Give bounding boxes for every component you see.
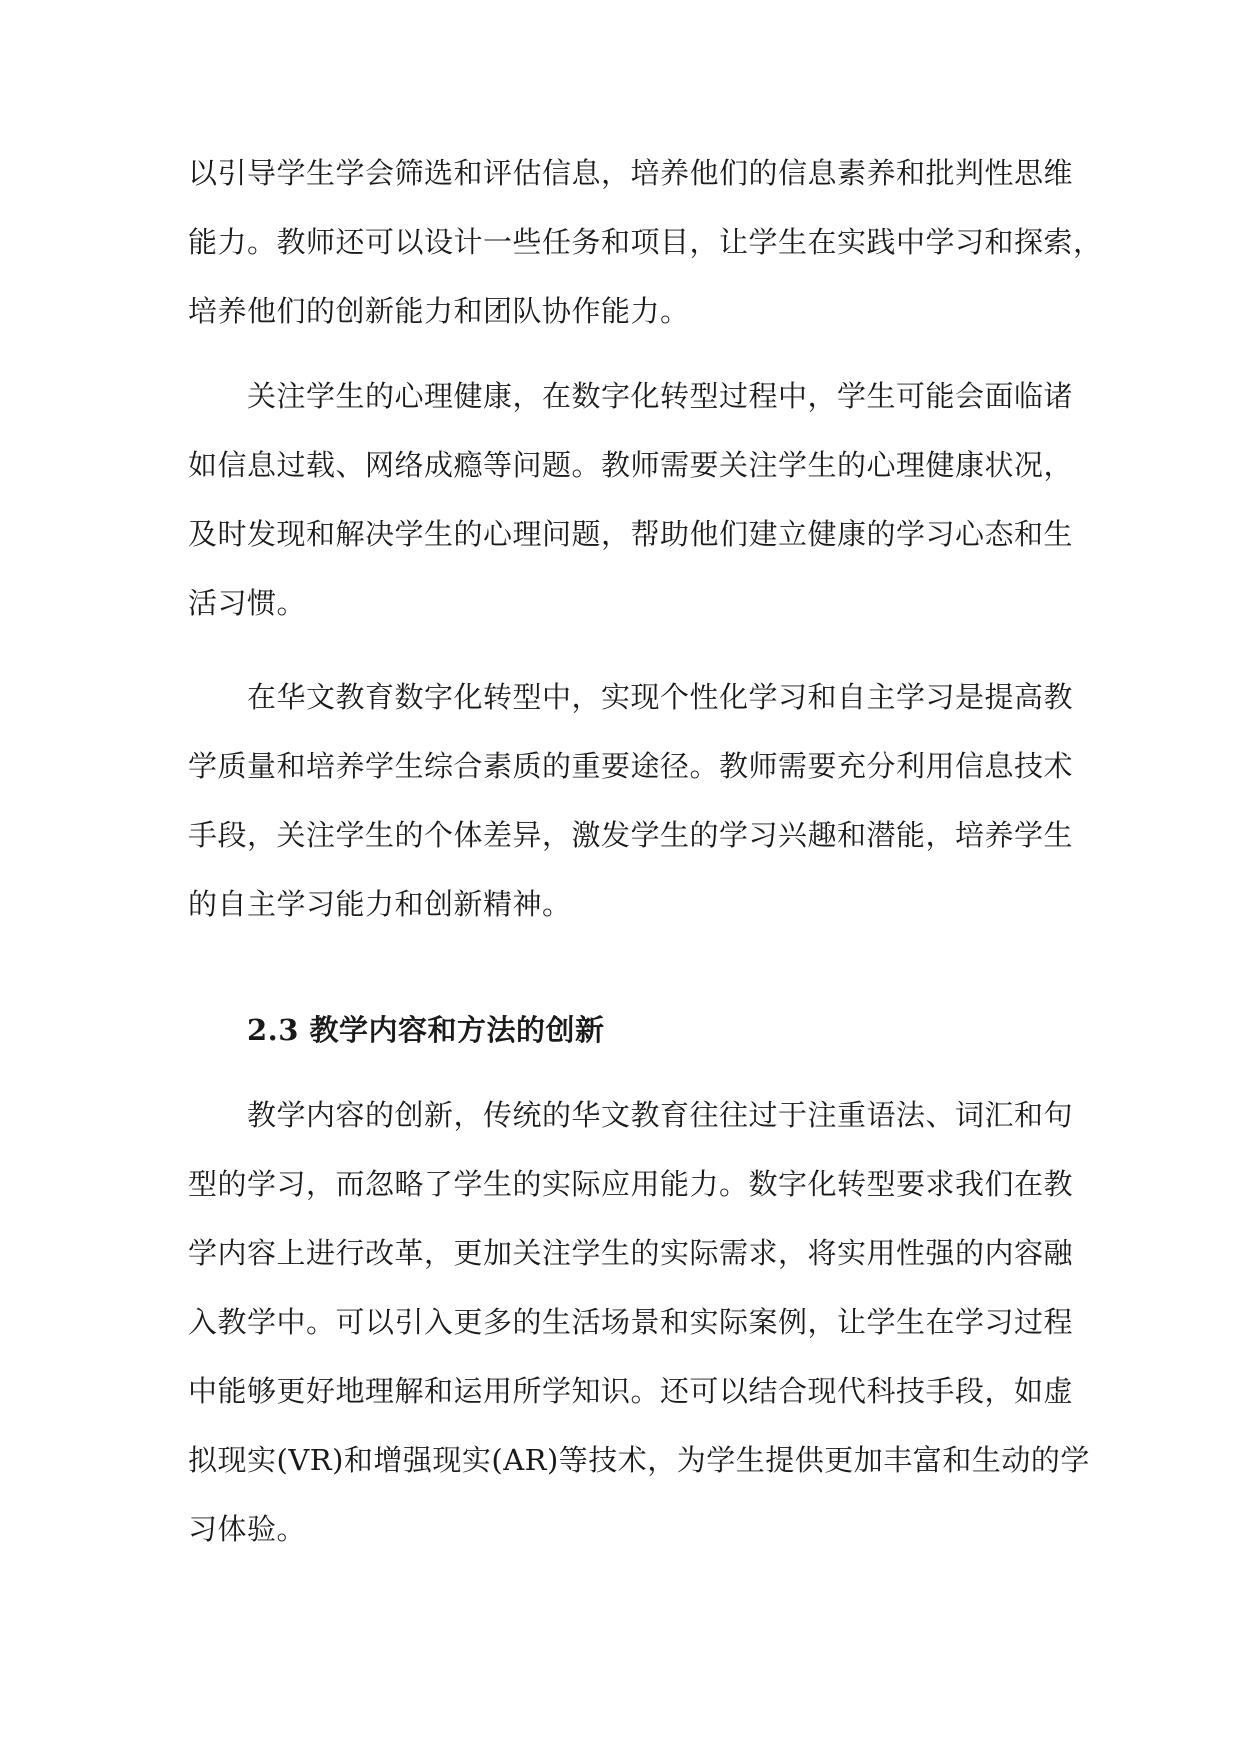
- paragraph-1-line-1: 以引导学生学会筛选和评估信息，培养他们的信息素养和批判性思维: [188, 156, 1074, 190]
- paragraph-4-line-7: 习体验。: [188, 1512, 307, 1546]
- paragraph-4-line-2: 型的学习，而忽略了学生的实际应用能力。数字化转型要求我们在教: [188, 1167, 1074, 1201]
- paragraph-4-line-3: 学内容上进行改革，更加关注学生的实际需求，将实用性强的内容融: [188, 1236, 1074, 1270]
- paragraph-2-line-1: 关注学生的心理健康，在数字化转型过程中，学生可能会面临诸: [247, 379, 1074, 413]
- paragraph-3-line-1: 在华文教育数字化转型中，实现个性化学习和自主学习是提高教: [247, 680, 1074, 714]
- paragraph-4-line-1: 教学内容的创新，传统的华文教育往往过于注重语法、词汇和句: [247, 1098, 1074, 1132]
- paragraph-3-line-4: 的自主学习能力和创新精神。: [188, 887, 572, 921]
- paragraph-4-line-4: 入教学中。可以引入更多的生活场景和实际案例，让学生在学习过程: [188, 1305, 1074, 1339]
- paragraph-1-line-3: 培养他们的创新能力和团队协作能力。: [188, 294, 690, 328]
- paragraph-2-line-3: 及时发现和解决学生的心理问题，帮助他们建立健康的学习心态和生: [188, 517, 1074, 551]
- paragraph-2-line-2: 如信息过载、网络成瘾等问题。教师需要关注学生的心理健康状况，: [188, 448, 1074, 482]
- paragraph-2-line-4: 活习惯。: [188, 586, 307, 620]
- paragraph-3-line-3: 手段，关注学生的个体差异，激发学生的学习兴趣和潜能，培养学生: [188, 818, 1074, 852]
- paragraph-4-line-6: 拟现实(VR)和增强现实(AR)等技术，为学生提供更加丰富和生动的学: [188, 1443, 1090, 1477]
- paragraph-4-line-5: 中能够更好地理解和运用所学知识。还可以结合现代科技手段，如虚: [188, 1374, 1074, 1408]
- paragraph-3-line-2: 学质量和培养学生综合素质的重要途径。教师需要充分利用信息技术: [188, 749, 1074, 783]
- section-heading: 2.3 教学内容和方法的创新: [247, 1013, 605, 1047]
- paragraph-1-line-2: 能力。教师还可以设计一些任务和项目，让学生在实践中学习和探索，: [188, 225, 1103, 259]
